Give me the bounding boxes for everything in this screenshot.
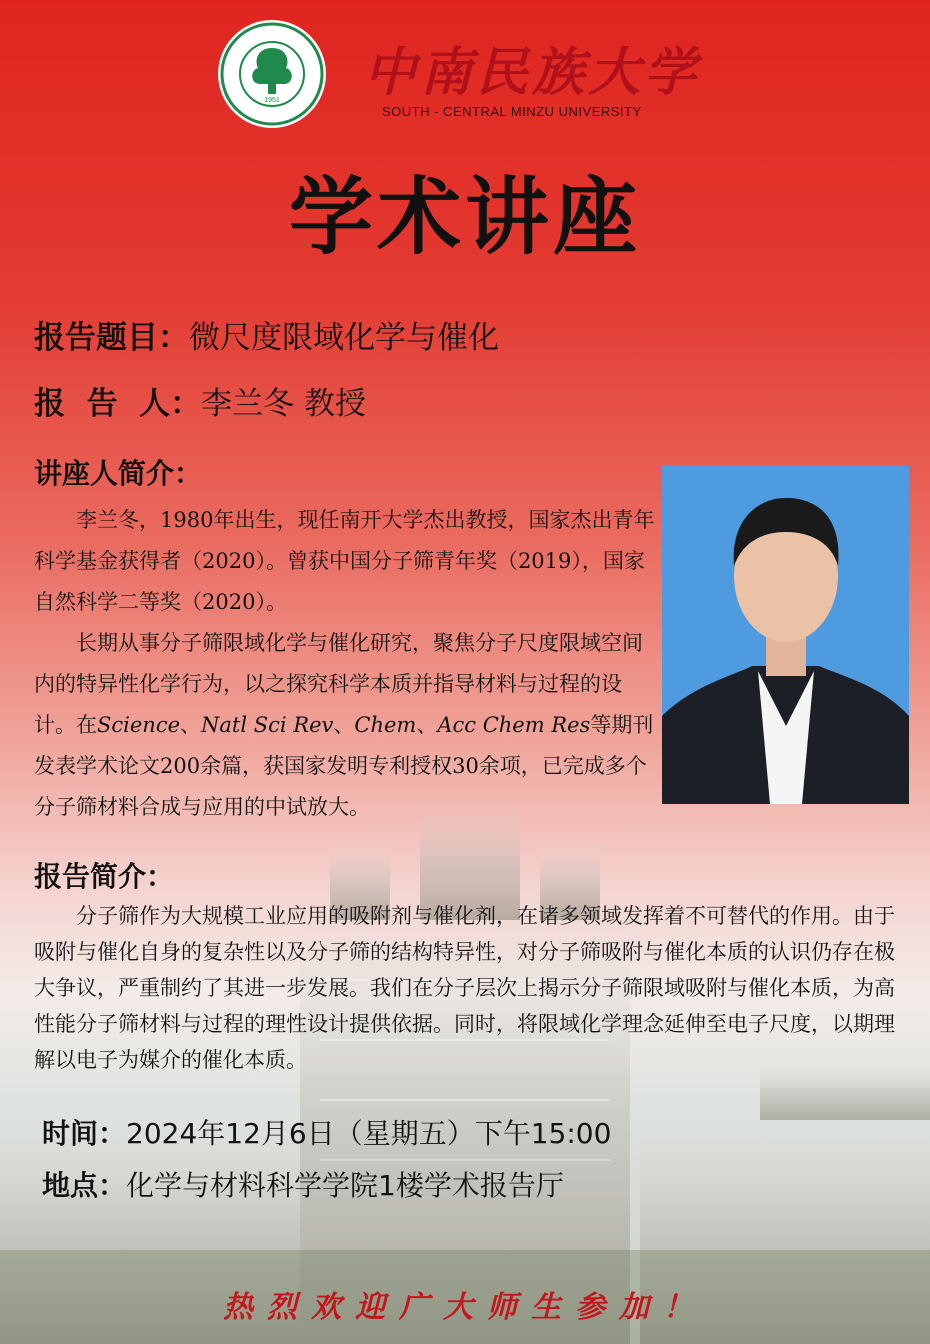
- bio-paragraph-1: 李兰冬，1980年出生，现任南开大学杰出教授，国家杰出青年科学基金获得者（2020）。曾获中国分子筛青年奖（2019），国家自然科学二等奖（2020）。: [34, 508, 655, 614]
- university-name-cn: 中南民族大学: [364, 42, 701, 103]
- speaker-value: 李兰冬 教授: [201, 386, 367, 422]
- place-label: 地点：: [42, 1169, 127, 1202]
- svg-text:1951: 1951: [264, 97, 280, 104]
- speaker-photo: [662, 466, 909, 804]
- welcome-message: 热烈欢迎广大师生参加！: [223, 1290, 707, 1325]
- university-logo: [216, 18, 328, 130]
- abstract-heading: 报告简介：: [34, 860, 175, 893]
- report-abstract: [34, 898, 909, 1078]
- place-row: [42, 1164, 564, 1204]
- university-name-en: SOUTH - CENTRAL MINZU UNIVERSITY: [382, 104, 642, 119]
- bio-paragraph-2: 长期从事分子筛限域化学与催化研究，聚焦分子尺度限域空间内的特异性化学行为，以之探究科学本质并指导材料与过程的设计。在Science、Natl Sci Rev、Chem、Acc Chem Res等期刊发表学术论文200余篇，获国家发明专利授权30余项，已完成多个分子筛材料合成与应用的中试放大。: [34, 631, 654, 819]
- topic-row: [34, 312, 499, 357]
- abstract-text: 分子筛作为大规模工业应用的吸附剂与催化剂，在诸多领域发挥着不可替代的作用。由于吸附与催化自身的复杂性以及分子筛的结构特异性，对分子筛吸附与催化本质的认识仍存在极大争议，严重制约了其进一步发展。我们在分子层次上揭示分子筛限域吸附与催化本质，为高性能分子筛材料与过程的理性设计提供依据。同时，将限域化学理念延伸至电子尺度，以期理解以电子为媒介的催化本质。: [34, 904, 895, 1072]
- time-row: [42, 1112, 611, 1152]
- speaker-bio: [34, 500, 656, 828]
- speaker-label: 报 告 人：: [34, 386, 202, 422]
- time-label: 时间：: [42, 1117, 127, 1150]
- topic-label: 报告题目：: [34, 320, 189, 356]
- speaker-row: [34, 378, 366, 423]
- topic-value: 微尺度限域化学与催化: [189, 320, 499, 356]
- time-value: 2024年12月6日（星期五）下午15:00: [126, 1117, 612, 1150]
- place-value: 化学与材料科学学院1楼学术报告厅: [126, 1169, 564, 1202]
- bio-heading: 讲座人简介：: [34, 457, 203, 490]
- poster-title: 学术讲座: [288, 168, 641, 266]
